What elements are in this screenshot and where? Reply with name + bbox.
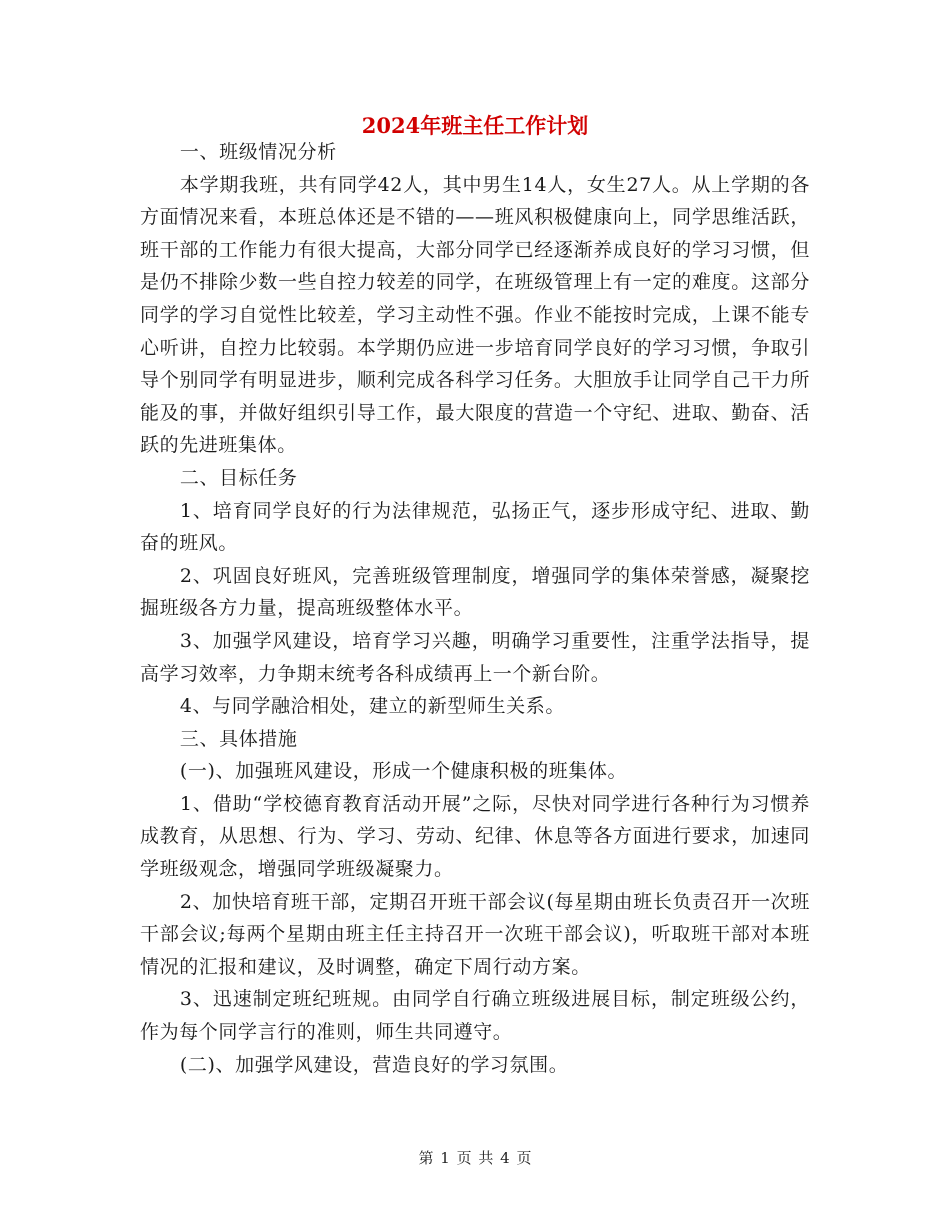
paragraph: 4、与同学融洽相处，建立的新型师生关系。 [179, 695, 565, 718]
paragraph: 本学期我班，共有同学42人，其中男生14人，女生27人。从上学期的各方面情况来看，本班总体还是不错的——班风积极健康向上，同学思维活跃，班干部的工作能力有很大提高，大部分同学已经逐渐养成良好的学习习惯，但是仍不排除少数一些自控力较差的同学，在班级管理上有一定的难度。这部分同学的学习自觉性比较差，学习主动性不强。作业不能按时完成，上课不能专心听讲，自控力比较弱。本学期仍应进一步培育同学良好的学习习惯，争取引导个别同学有明显进步，顺利完成各科学习任务。大胆放手让同学自己干力所能及的事，并做好组织引导工作，最大限度的营造一个守纪、进取、勤奋、活跃的先进班集体。 [140, 173, 810, 457]
section-heading: 三、具体措施 [179, 727, 298, 750]
paragraph: 3、迅速制定班纪班规。由同学自行确立班级进展目标，制定班级公约，作为每个同学言行的准则，师生共同遵守。 [140, 988, 810, 1044]
paragraph: 2、加快培育班干部，定期召开班干部会议(每星期由班长负责召开一次班干部会议;每两个星期由班主任主持召开一次班干部会议)，听取班干部对本班情况的汇报和建议，及时调整，确定下周行动方案。 [140, 890, 810, 978]
document-body [140, 136, 810, 1081]
section-heading: 二、目标任务 [179, 466, 298, 489]
paragraph: 1、借助“学校德育教育活动开展”之际，尽快对同学进行各种行为习惯养成教育，从思想、行为、学习、劳动、纪律、休息等各方面进行要求，加速同学班级观念，增强同学班级凝聚力。 [140, 792, 810, 881]
paragraph: 3、加强学风建设，培育学习兴趣，明确学习重要性，注重学法指导，提高学习效率，力争期末统考各科成绩再上一个新台阶。 [140, 629, 810, 685]
section-heading: 一、班级情况分析 [179, 141, 337, 163]
paragraph: 2、巩固良好班风，完善班级管理制度，增强同学的集体荣誉感，凝聚挖掘班级各方力量，提高班级整体水平。 [140, 564, 810, 620]
document-title: 2024年班主任工作计划 [361, 113, 589, 138]
page-footer: 第 1 页 共 4 页 [418, 1149, 532, 1167]
subsection-heading: (二)、加强学风建设，营造良好的学习氛围。 [179, 1053, 569, 1076]
paragraph: 1、培育同学良好的行为法律规范，弘扬正气，逐步形成守纪、进取、勤奋的班风。 [140, 499, 810, 555]
subsection-heading: (一)、加强班风建设，形成一个健康积极的班集体。 [179, 760, 628, 783]
